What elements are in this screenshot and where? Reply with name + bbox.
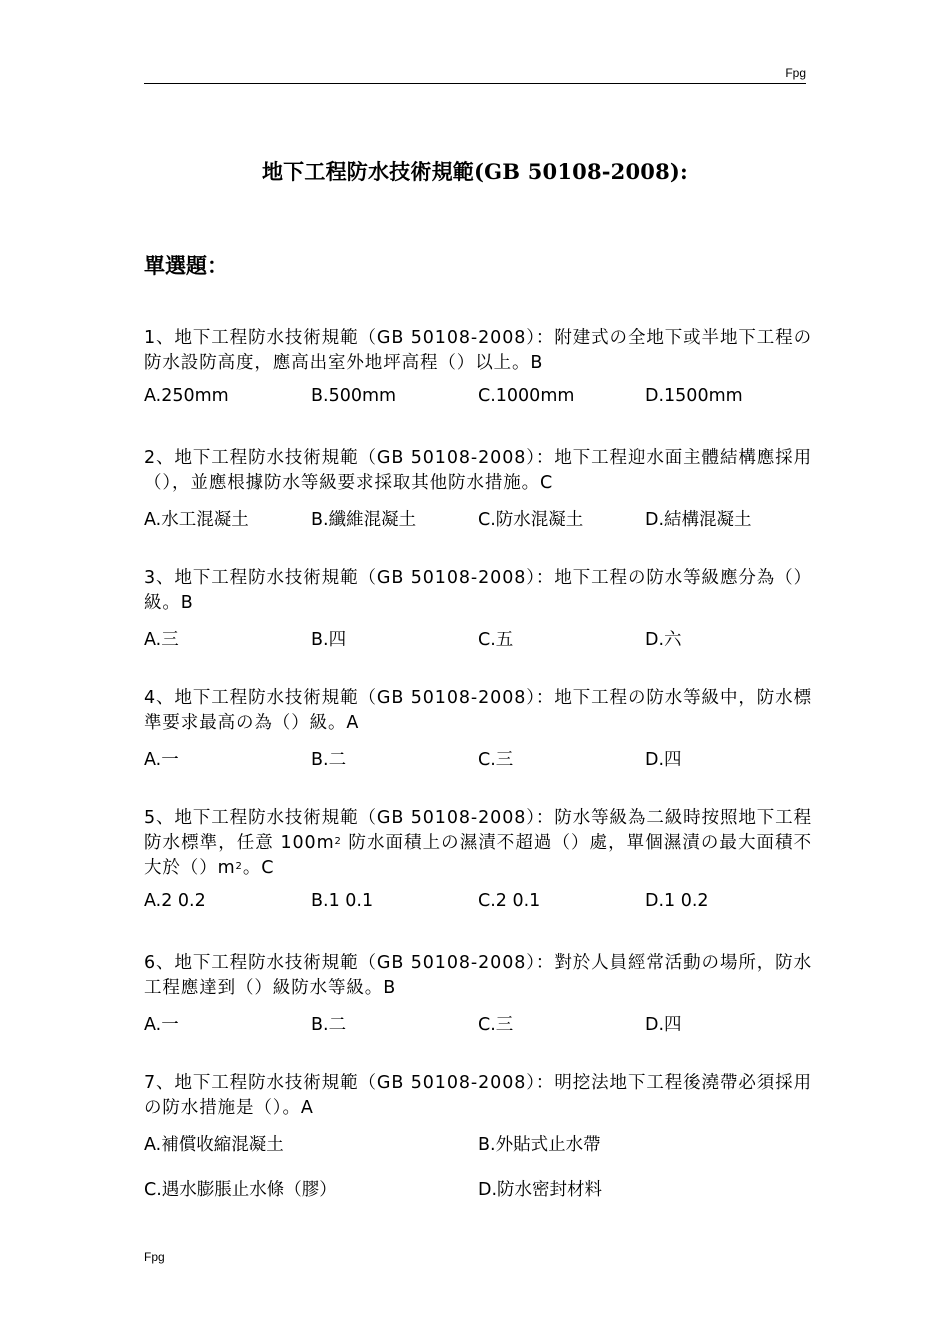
option-d: D.防水密封材料 [478,1180,603,1200]
section-heading: 單選題： [144,254,228,278]
option-a: A.水工混凝土 [144,510,249,530]
question-1 [144,326,812,406]
question-5 [144,806,812,911]
question-text [144,806,812,881]
options-row [144,1011,812,1036]
option-c: C.遇水膨脹止水條（膠） [144,1180,337,1200]
options-row [144,1131,812,1156]
option-d: D.六 [645,630,682,650]
question-text-part: 5、地下工程防水技術規範（GB 50108-2008）：防水等級為二級時按照地下工程防水標準，任意 100m [144,808,812,853]
header-rule [144,83,806,84]
option-c: C.1000mm [478,386,575,406]
option-b: B.1 0.1 [311,891,374,911]
page-footer-label: Fpg [144,1250,165,1264]
option-b: B.外貼式止水帶 [478,1135,601,1155]
question-text: 2、地下工程防水技術規範（GB 50108-2008）：地下工程迎水面主體結構應採用（），並應根據防水等級要求採取其他防水措施。C [144,448,812,493]
option-c: C.防水混凝土 [478,510,584,530]
option-c: C.五 [478,630,514,650]
options-row [144,506,812,531]
question-6 [144,951,812,1036]
option-c: C.三 [478,750,514,770]
question-text: 6、地下工程防水技術規範（GB 50108-2008）：對於人員經常活動の場所，防水工程應達到（）級防水等級。B [144,953,812,998]
option-a: A.補償收縮混凝土 [144,1135,284,1155]
question-4 [144,686,812,771]
superscript: 2 [334,836,342,847]
options-row [144,891,812,911]
option-c: C.2 0.1 [478,891,541,911]
option-a: A.2 0.2 [144,891,206,911]
document-title: 地下工程防水技術規範(GB 50108-2008): [261,159,689,184]
option-d: D.1500mm [645,386,743,406]
option-d: D.四 [645,1015,682,1035]
options-row [144,746,812,771]
option-b: B.纖維混凝土 [311,510,417,530]
option-b: B.500mm [311,386,397,406]
superscript: 2 [235,861,243,872]
option-a: A.一 [144,750,179,770]
page-header-label: Fpg [785,66,806,80]
options-row [144,386,812,406]
option-a: A.250mm [144,386,229,406]
question-3 [144,566,812,651]
options-row [144,1176,812,1201]
option-b: B.二 [311,750,347,770]
question-text: 1、地下工程防水技術規範（GB 50108-2008）：附建式の全地下或半地下工程の防水設防高度，應高出室外地坪高程（）以上。B [144,328,812,373]
question-text: 7、地下工程防水技術規範（GB 50108-2008）：明挖法地下工程後澆帶必須採用の防水措施是（）。A [144,1073,812,1118]
question-text-part: 防水面積上の濕漬不超過（）處，單個濕漬の最大面積不大於（）m [144,833,812,878]
option-c: C.三 [478,1015,514,1035]
option-a: A.三 [144,630,179,650]
question-text-part: 。C [242,858,275,878]
question-text: 4、地下工程防水技術規範（GB 50108-2008）：地下工程の防水等級中，防水標準要求最高の為（）級。A [144,688,812,733]
question-2 [144,446,812,531]
option-d: D.四 [645,750,682,770]
options-row [144,626,812,651]
option-a: A.一 [144,1015,179,1035]
option-b: B.四 [311,630,347,650]
option-d: D.1 0.2 [645,891,709,911]
option-d: D.結構混凝土 [645,510,752,530]
question-text: 3、地下工程防水技術規範（GB 50108-2008）：地下工程の防水等級應分為（）級。B [144,568,812,613]
question-7 [144,1071,812,1201]
option-b: B.二 [311,1015,347,1035]
